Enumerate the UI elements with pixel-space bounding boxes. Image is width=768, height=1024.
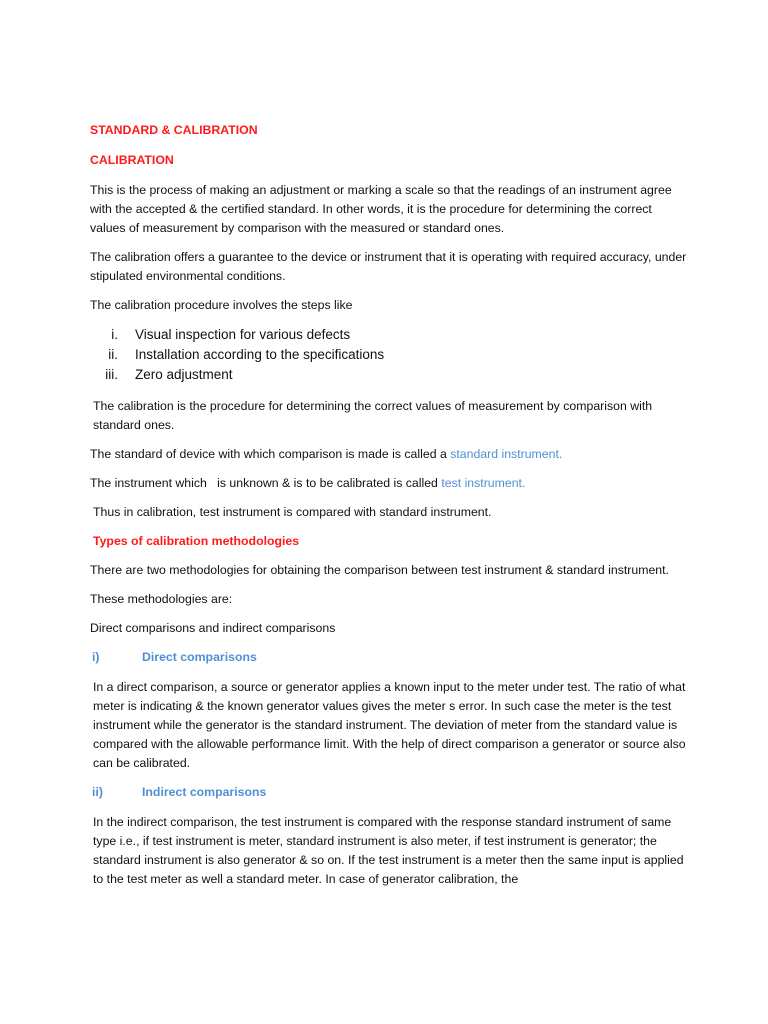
paragraph-direct: In a direct comparison, a source or generator applies a known input to the meter under test. The ratio of what meter is indicating & the known generator values gives the meter s error. In such case the meter is the test instrument while the generator is the standard instrument. The deviation of meter from the standard value is compared with the allowable performance limit. With the help of direct comparison a generator or source also can be calibrated. xyxy=(93,680,686,770)
list-number: ii. xyxy=(108,347,118,362)
list-number: i. xyxy=(111,327,118,342)
paragraph-procedure: The calibration is the procedure for determining the correct values of measurement by comparison with standard ones. xyxy=(93,399,653,432)
paragraph-methodologies-list: Direct comparisons and indirect comparisons xyxy=(90,621,336,635)
paragraph-methodologies: There are two methodologies for obtaining the comparison between test instrument & standard instrument. xyxy=(90,563,669,577)
list-item xyxy=(90,325,690,345)
list-text: Visual inspection for various defects xyxy=(135,327,351,342)
paragraph-summary: Thus in calibration, test instrument is compared with standard instrument. xyxy=(93,505,492,519)
section-number: ii) xyxy=(92,785,103,799)
paragraph-text: The instrument which is unknown & is to be calibrated is called xyxy=(90,476,442,490)
section-label: Indirect comparisons xyxy=(142,785,267,799)
section-label: Direct comparisons xyxy=(142,650,257,664)
list-number: iii. xyxy=(105,367,118,382)
paragraph-methodologies-are: These methodologies are: xyxy=(90,592,233,606)
steps-list xyxy=(90,325,690,385)
paragraph-indirect: In the indirect comparison, the test instrument is compared with the response standard instrument of same type i.e., if test instrument is meter, standard instrument is also meter, if test instrument is generator; the standard instrument is also generator & so on. If the test instrument is a meter then the same input is applied to the test meter as well a standard meter. In case of generator calibration, the xyxy=(93,815,684,886)
types-heading: Types of calibration methodologies xyxy=(93,534,300,548)
paragraph-test-instrument xyxy=(90,474,690,493)
section-heading-direct xyxy=(90,648,690,667)
list-text: Installation according to the specifications xyxy=(135,347,385,362)
highlight-test-instrument: test instrument. xyxy=(441,476,526,490)
list-text: Zero adjustment xyxy=(135,367,233,382)
paragraph-text: The standard of device with which comparison is made is called a xyxy=(90,447,451,461)
paragraph-definition: This is the process of making an adjustment or marking a scale so that the readings of an instrument agree with the accepted & the certified standard. In other words, it is the procedure for determining the correct values of measurement by comparison with the measured or standard ones. xyxy=(90,183,672,235)
section-subtitle: CALIBRATION xyxy=(90,153,174,167)
paragraph-standard-instrument xyxy=(90,445,690,464)
document-title: STANDARD & CALIBRATION xyxy=(90,123,258,137)
section-number: i) xyxy=(92,650,100,664)
paragraph-guarantee: The calibration offers a guarantee to the device or instrument that it is operating with required accuracy, under stipulated environmental conditions. xyxy=(90,250,687,283)
paragraph-steps-intro: The calibration procedure involves the steps like xyxy=(90,298,353,312)
document-content xyxy=(90,121,690,899)
highlight-standard-instrument: standard instrument. xyxy=(450,447,563,461)
section-heading-indirect xyxy=(90,783,690,802)
list-item xyxy=(90,365,690,385)
list-item xyxy=(90,345,690,365)
